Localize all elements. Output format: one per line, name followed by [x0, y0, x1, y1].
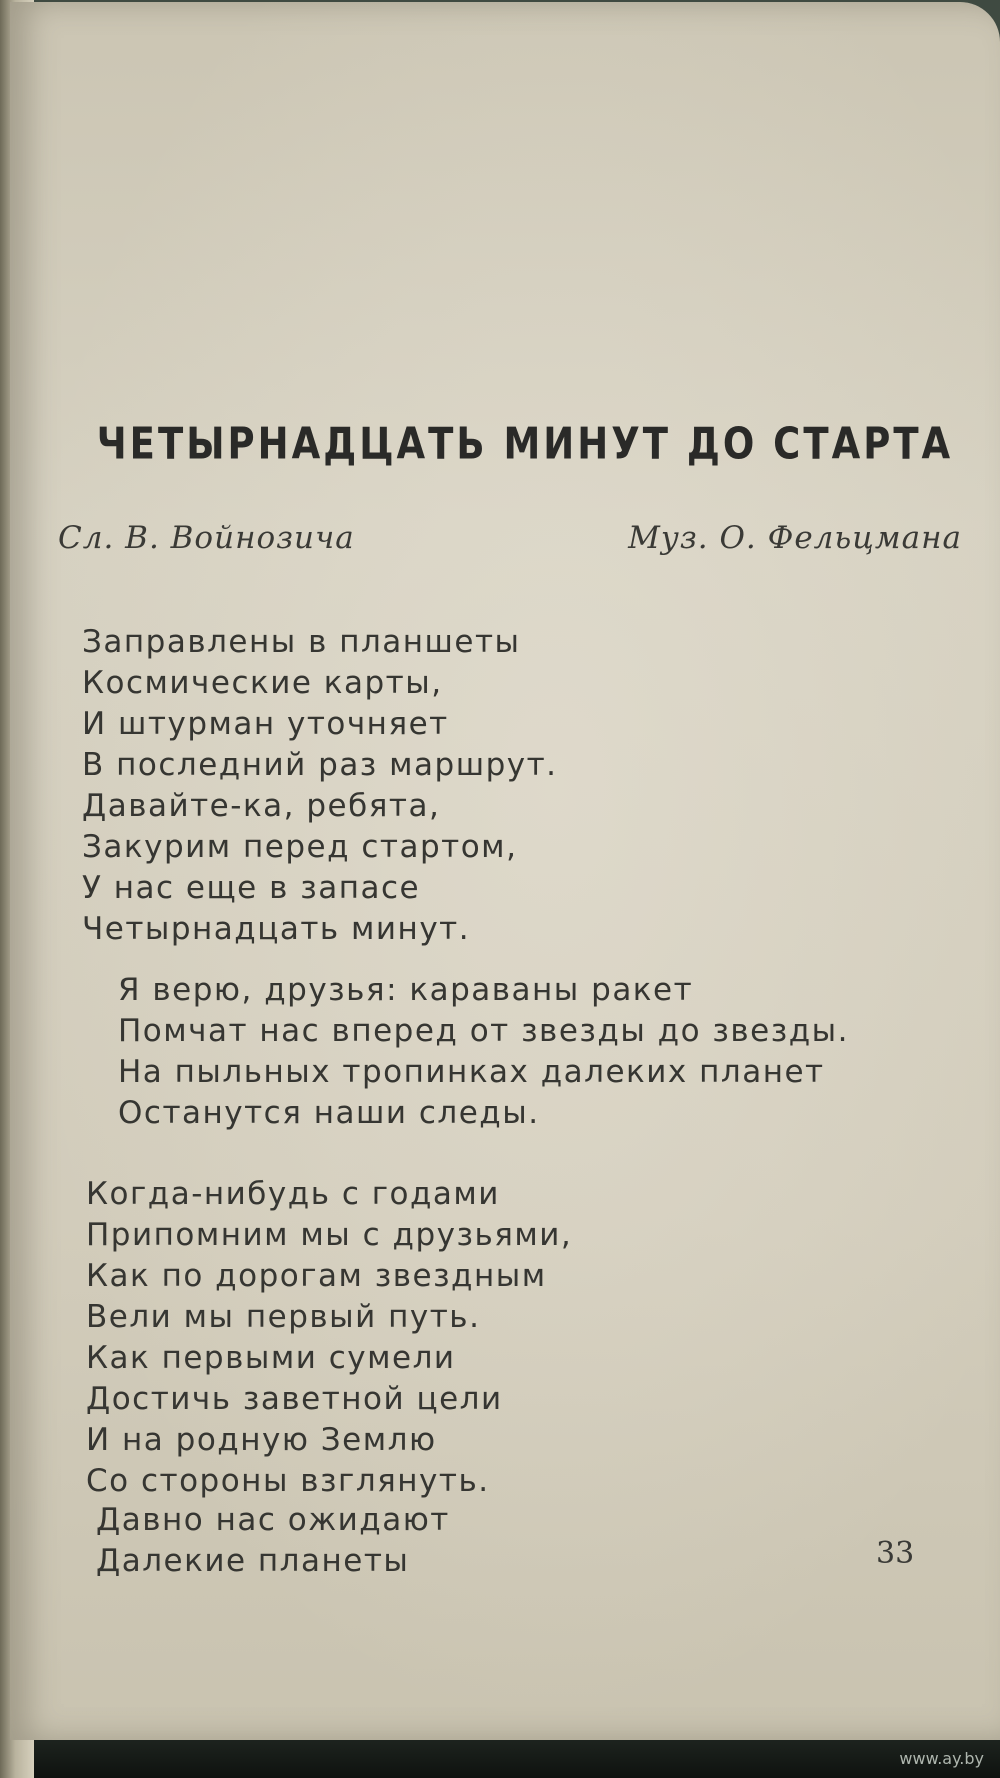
background-edge — [0, 1738, 1000, 1778]
chorus-line: На пыльных тропинках далеких планет — [118, 1054, 825, 1090]
verse-line: Давайте-ка, ребята, — [82, 788, 441, 824]
verse-line: Достичь заветной цели — [86, 1381, 503, 1417]
verse-line: Как по дорогам звездным — [86, 1258, 547, 1294]
music-credit: Муз. О. Фельцмана — [628, 520, 962, 556]
song-title: ЧЕТЫРНАДЦАТЬ МИНУТ ДО СТАРТА — [96, 418, 954, 469]
verse-line: У нас еще в запасе — [82, 870, 421, 906]
verse-line: Закурим перед стартом, — [82, 829, 518, 865]
verse-line: Со стороны взглянуть. — [86, 1463, 490, 1499]
verse-1 — [82, 622, 558, 950]
verse-line: И на родную Землю — [86, 1422, 437, 1458]
verse-line: Четырнадцать минут. — [82, 911, 471, 947]
verse-line: Далекие планеты — [96, 1543, 410, 1579]
verse-line: В последний раз маршрут. — [82, 747, 558, 783]
lyrics-credit: Сл. В. Войнозича — [58, 520, 355, 556]
watermark: www.ay.by — [899, 1749, 984, 1768]
verse-line: И штурман уточняет — [82, 706, 449, 742]
page-number: 33 — [876, 1536, 915, 1571]
verse-line: Космические карты, — [82, 665, 443, 701]
verse-3 — [96, 1500, 450, 1582]
book-page — [10, 2, 1000, 1740]
verse-line: Как первыми сумели — [86, 1340, 456, 1376]
verse-2 — [86, 1174, 572, 1502]
verse-line: Когда-нибудь с годами — [86, 1176, 500, 1212]
chorus-line: Помчат нас вперед от звезды до звезды. — [118, 1013, 849, 1049]
verse-line: Давно нас ожидают — [96, 1502, 450, 1538]
verse-line: Припомним мы с друзьями, — [86, 1217, 573, 1253]
chorus-line: Я верю, друзья: караваны ракет — [118, 972, 694, 1008]
verse-line: Заправлены в планшеты — [82, 624, 521, 660]
verse-line: Вели мы первый путь. — [86, 1299, 481, 1335]
chorus — [118, 970, 849, 1134]
chorus-line: Останутся наши следы. — [118, 1095, 540, 1131]
